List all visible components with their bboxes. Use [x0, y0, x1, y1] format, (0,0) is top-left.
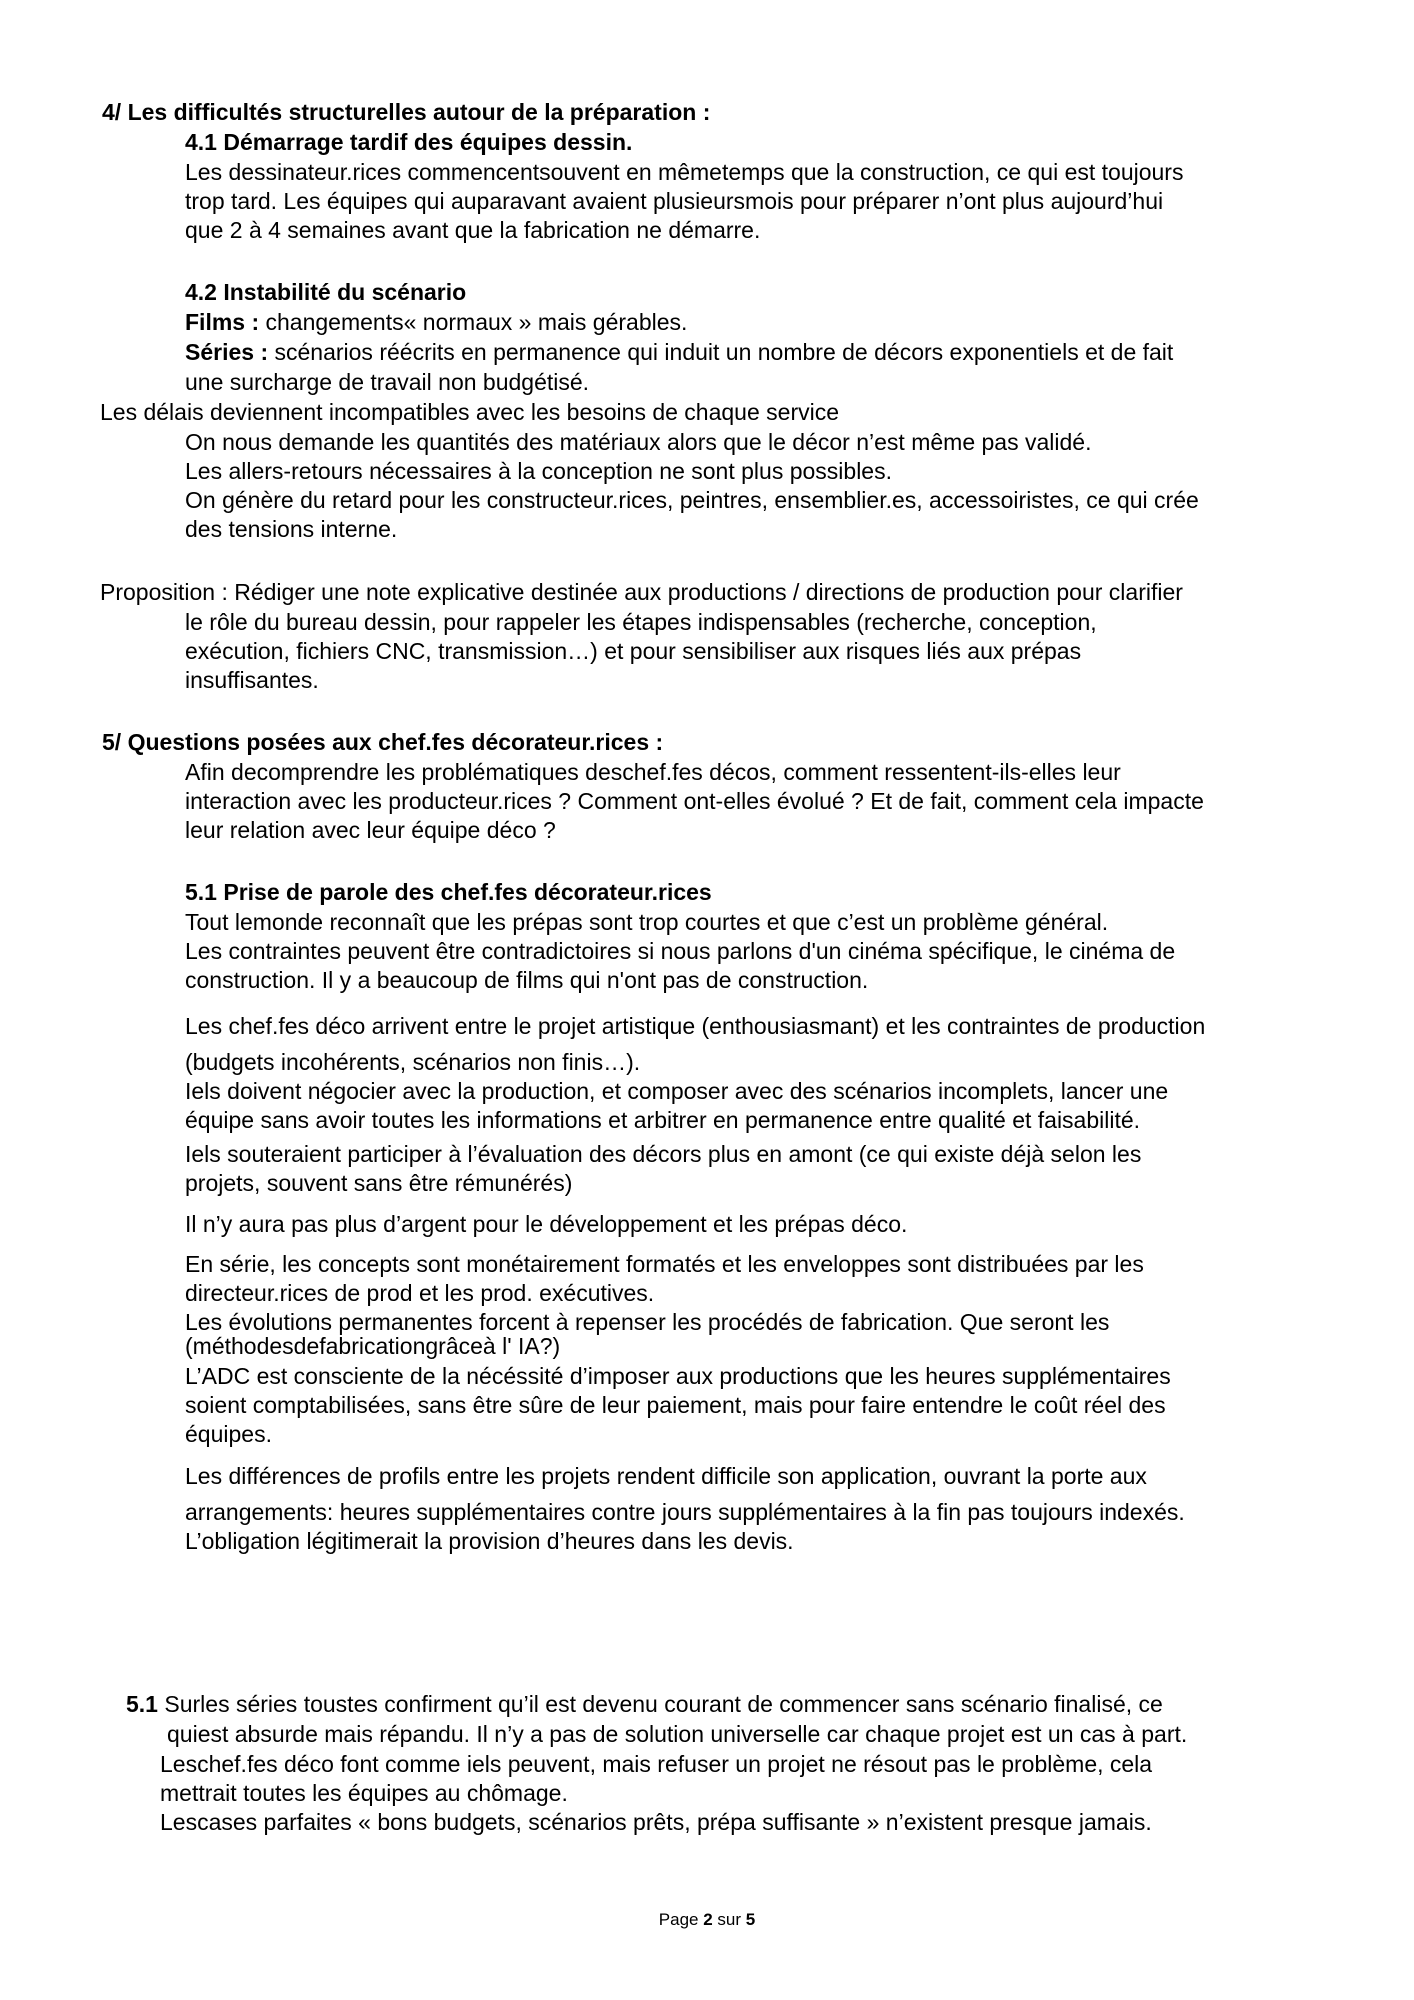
- s51-paragraph-6: L’ADC est consciente de la nécéssité d’imposer aux productions que les heures supplémentaires soient comptabilisées, sans être sûre de leur paiement, mais pour faire entendre le coût réel des équipes.: [185, 1363, 1171, 1447]
- s51b-number: 5.1: [126, 1691, 158, 1717]
- s51b-rest: Leschef.fes déco font comme iels peuvent, mais refuser un projet ne résout pas le problème, cela mettrait toutes les équipes au chômage. Lescases parfaites « bons budgets, scénarios prêts, prépa suffisante » n’existent presque jamais.: [160, 1751, 1153, 1835]
- s51b-line-1-text: Surles séries toustes confirment qu’il est devenu courant de commencer sans scénario finalisé, ce: [157, 1691, 1163, 1717]
- s51-paragraph-5: Les évolutions permanentes forcent à repenser les procédés de fabrication. Que seront les (méthodesdefabricationgrâceà l' IA?): [185, 1309, 1110, 1359]
- films-line: [185, 308, 1345, 337]
- series-text-continued: une surcharge de travail non budgétisé.: [185, 369, 590, 395]
- s51-paragraph-7a: Les différences de profils entre les projets rendent difficile son application, ouvrant la porte aux: [185, 1463, 1147, 1489]
- section-4-1-heading: 4.1 Démarrage tardif des équipes dessin.: [185, 129, 633, 155]
- s51-paragraph-2c: Iels souteraient participer à l’évaluation des décors plus en amont (ce qui existe déjà selon les projets, souvent sans être rémunérés): [185, 1141, 1142, 1196]
- section-5-1-heading: 5.1 Prise de parole des chef.fes décorateur.rices: [185, 879, 712, 905]
- section-4-title: 4/ Les difficultés structurelles autour de la préparation :: [102, 99, 711, 125]
- s51-paragraph-4: En série, les concepts sont monétairement formatés et les enveloppes sont distribuées par les directeur.rices de prod et les prod. exécutives.: [185, 1251, 1144, 1306]
- page-footer: [0, 1910, 1414, 1930]
- films-label: Films :: [185, 309, 260, 335]
- section-5-title: 5/ Questions posées aux chef.fes décorateur.rices :: [102, 729, 664, 755]
- s51b-line-1: [126, 1690, 1163, 1719]
- s51-paragraph-2a: Les chef.fes déco arrivent entre le projet artistique (enthousiasmant) et les contraintes de production: [185, 1013, 1206, 1039]
- series-line: [185, 338, 1345, 367]
- s51b-line-2: quiest absurde mais répandu. Il n’y a pas de solution universelle car chaque projet est un cas à part.: [167, 1721, 1188, 1747]
- footer-page-number: 2: [703, 1910, 713, 1929]
- footer-prefix: Page: [658, 1910, 704, 1929]
- series-label: Séries :: [185, 339, 269, 365]
- proposition-first-line: Proposition : Rédiger une note explicative destinée aux productions / directions de production pour clarifier: [100, 579, 1183, 605]
- films-text: changements« normaux » mais gérables.: [259, 309, 688, 335]
- section-5-intro: Afin decomprendre les problématiques deschef.fes décos, comment ressentent-ils-elles leur interaction avec les producteur.rices ? Comment ont-elles évolué ? Et de fait, comment cela impacte leur relation avec leur équipe déco ?: [185, 759, 1204, 843]
- series-text: scénarios réécrits en permanence qui induit un nombre de décors exponentiels et de fait: [268, 339, 1174, 365]
- s51-paragraph-7b: arrangements: heures supplémentaires contre jours supplémentaires à la fin pas toujours indexés. L’obligation légitimerait la provision d’heures dans les devis.: [185, 1499, 1185, 1554]
- proposition-rest: le rôle du bureau dessin, pour rappeler les étapes indispensables (recherche, conception, exécution, fichiers CNC, transmission…) et pour sensibiliser aux risques liés aux prépas insuffisantes.: [185, 609, 1097, 693]
- delais-body: On nous demande les quantités des matériaux alors que le décor n’est même pas validé. Les allers-retours nécessaires à la conception ne sont plus possibles. On génère du retard pour les constructeur.rices, peintres, ensemblier.es, accessoiristes, ce qui crée des tensions interne.: [185, 429, 1199, 542]
- s51-paragraph-1: Tout lemonde reconnaît que les prépas sont trop courtes et que c’est un problème général. Les contraintes peuvent être contradictoires si nous parlons d'un cinéma spécifique, le cinéma de construction. Il y a beaucoup de films qui n'ont pas de construction.: [185, 909, 1176, 993]
- section-4-1-body: Les dessinateur.rices commencentsouvent en mêmetemps que la construction, ce qui est toujours trop tard. Les équipes qui auparavant avaient plusieursmois pour préparer n’ont plus aujourd’hui que 2 à 4 semaines avant que la fabrication ne démarre.: [185, 159, 1184, 243]
- footer-middle: sur: [712, 1910, 746, 1929]
- s51-paragraph-3: Il n’y aura pas plus d’argent pour le développement et les prépas déco.: [185, 1211, 908, 1237]
- delais-lead: Les délais deviennent incompatibles avec les besoins de chaque service: [100, 399, 840, 425]
- s51-paragraph-2b: (budgets incohérents, scénarios non finis…). Iels doivent négocier avec la production, et composer avec des scénarios incomplets, lancer une équipe sans avoir toutes les informations et arbitrer en permanence entre qualité et faisabilité.: [185, 1049, 1169, 1133]
- footer-page-total: 5: [745, 1910, 756, 1929]
- section-4-2-heading: 4.2 Instabilité du scénario: [185, 279, 467, 305]
